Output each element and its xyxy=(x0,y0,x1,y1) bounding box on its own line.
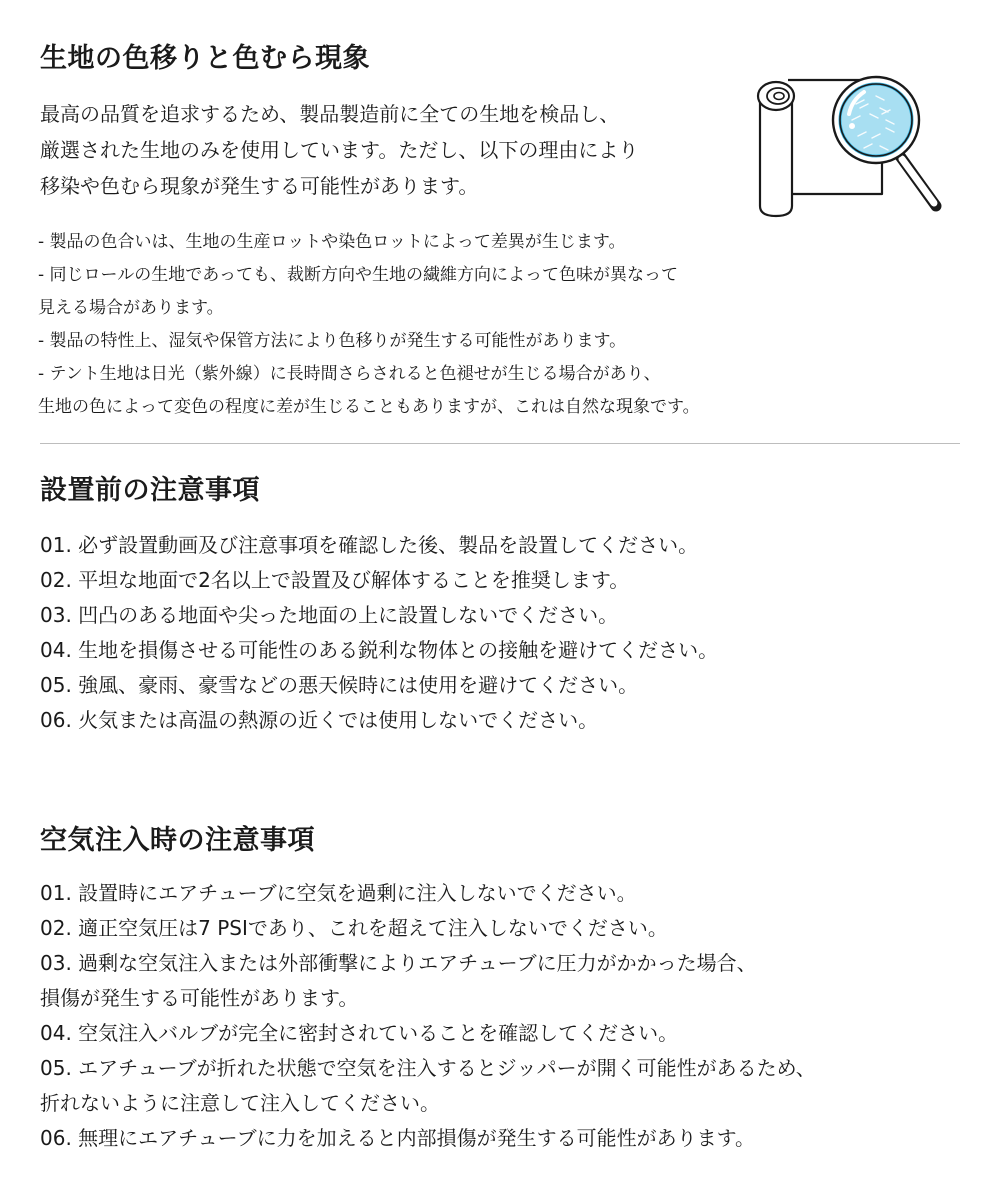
list-item: 01. 設置時にエアチューブに空気を過剰に注入しないでください。 xyxy=(40,881,637,905)
section-title-color-transfer: 生地の色移りと色むら現象 xyxy=(40,43,370,74)
list-item: - テント生地は日光（紫外線）に長時間さらされると色褪せが生じる場合があり、 xyxy=(38,364,661,384)
list-item: 05. 強風、豪雨、豪雪などの悪天候時には使用を避けてください。 xyxy=(40,673,639,697)
list-item: 06. 無理にエアチューブに力を加えると内部損傷が発生する可能性があります。 xyxy=(40,1126,755,1150)
inflation-precautions-list xyxy=(40,876,970,1156)
list-item: 04. 生地を損傷させる可能性のある鋭利な物体との接触を避けてください。 xyxy=(40,638,719,662)
list-item: 02. 平坦な地面で2名以上で設置及び解体することを推奨します。 xyxy=(40,568,630,592)
fabric-roll-magnifier-icon xyxy=(752,66,948,218)
list-item: 04. 空気注入バルブが完全に密封されていることを確認してください。 xyxy=(40,1021,679,1045)
list-item: 05. エアチューブが折れた状態で空気を注入するとジッパーが開く可能性があるため、 xyxy=(40,1056,816,1080)
intro-paragraph xyxy=(40,96,740,204)
list-item: 01. 必ず設置動画及び注意事項を確認した後、製品を設置してください。 xyxy=(40,533,699,557)
intro-line: 最高の品質を追求するため、製品製造前に全ての生地を検品し、 xyxy=(40,102,620,126)
section-divider xyxy=(40,443,960,444)
list-item: 折れないように注意して注入してください。 xyxy=(40,1091,440,1115)
intro-line: 厳選された生地のみを使用しています。ただし、以下の理由により xyxy=(40,138,639,162)
list-item: 03. 凹凸のある地面や尖った地面の上に設置しないでください。 xyxy=(40,603,619,627)
list-item: 03. 過剰な空気注入または外部衝撃によりエアチューブに圧力がかかった場合、 xyxy=(40,951,757,975)
setup-precautions-list xyxy=(40,528,970,738)
list-item: - 製品の色合いは、生地の生産ロットや染色ロットによって差異が生じます。 xyxy=(38,232,626,252)
list-item: 見える場合があります。 xyxy=(38,298,224,318)
section-title-air-inflation: 空気注入時の注意事項 xyxy=(40,825,315,856)
list-item: - 製品の特性上、湿気や保管方法により色移りが発生する可能性があります。 xyxy=(38,331,627,351)
list-item: 生地の色によって変色の程度に差が生じることもありますが、これは自然な現象です。 xyxy=(38,397,700,417)
list-item: 02. 適正空気圧は7 PSIであり、これを超えて注入しないでください。 xyxy=(40,916,668,940)
list-item: 06. 火気または高温の熱源の近くでは使用しないでください。 xyxy=(40,708,599,732)
list-item: 損傷が発生する可能性があります。 xyxy=(40,986,359,1010)
intro-line: 移染や色むら現象が発生する可能性があります。 xyxy=(40,174,479,198)
color-notes-list xyxy=(38,226,958,424)
section-title-before-setup: 設置前の注意事項 xyxy=(40,475,260,506)
list-item: - 同じロールの生地であっても、裁断方向や生地の繊維方向によって色味が異なって xyxy=(38,265,679,285)
